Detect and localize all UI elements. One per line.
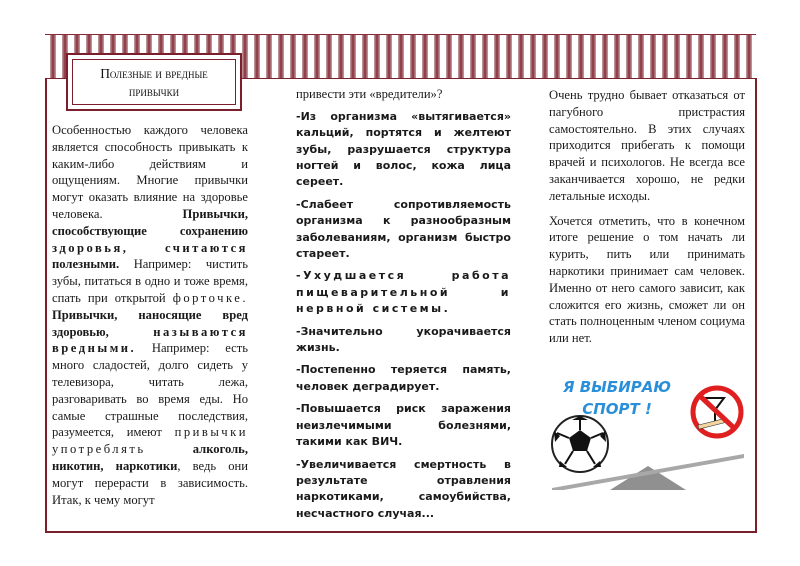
list-item: -Слабеет сопротивляемость организма к разнообразным заболеваниям, организм быстро стареет.	[296, 197, 511, 261]
list-item: -Увеличивается смертность в результате отравления наркотиками, самоубийства, несчастного случая...	[296, 457, 511, 520]
list-item: -Значительно укорачивается жизнь.	[296, 324, 511, 355]
paragraph-conclusion: Хочется отметить, что в конечном итоге решение о том начать ли курить, пить или принимать наркотики принимает сам человек. Именно от него самого зависит, как сложится его жизнь, сможет ли он стать полноценным членом социума или нет.	[549, 213, 745, 346]
list-item: -Из организма «вытягивается» кальций, портятся и желтеют зубы, разрушается структура ногтей и волос, кожа лица сереет.	[296, 109, 511, 189]
page-title: Полезные и вредные привычки	[100, 66, 208, 99]
no-alcohol-smoking-sign-icon	[693, 388, 741, 436]
list-item: -Ухудшается работа пищеварительной и нервной системы.	[296, 269, 511, 316]
list-item: -Постепенно теряется память, человек деградирует.	[296, 363, 511, 393]
column-intro: привести эти «вредители»?	[296, 87, 443, 101]
column-left	[52, 122, 248, 516]
slogan: Я ВЫБИРАЮ СПОРТ !	[563, 378, 671, 418]
list-item: -Повышается риск заражения неизлечимыми болезнями, такими как ВИЧ.	[296, 402, 511, 449]
paragraph-intro: Особенностью каждого человека является способность привыкать к каким-либо действиям и ощущениям. Многие привычки могут оказать влияние на здоровье человека. Привычки, способствующие сохранению здоровья, считаются полезными. Например: чистить зубы, питаться в одно и тоже время, спать при открытой форточке. Привычки, наносящие вред здоровью, называются вредными. Например: есть много сладостей, долго сидеть у телевизора, читать лежа, разговаривать во время еды. Но самые страшные последствия, разумеется, имеют привычки употреблять алкоголь, никотин, наркотики, ведь они могут перерасти в зависимость. Итак, к чему могут	[52, 123, 248, 507]
column-right	[549, 87, 745, 355]
column-middle	[296, 86, 511, 528]
title-box	[66, 53, 242, 111]
soccer-ball-icon	[552, 416, 608, 472]
paragraph-treatment: Очень трудно бывает отказаться от пагубного пристрастия самостоятельно. В этих случаях приходится прибегать к помощи врачей и психологов. Не всегда все заканчивается хорошо, не редки летальные исходы.	[549, 88, 745, 203]
